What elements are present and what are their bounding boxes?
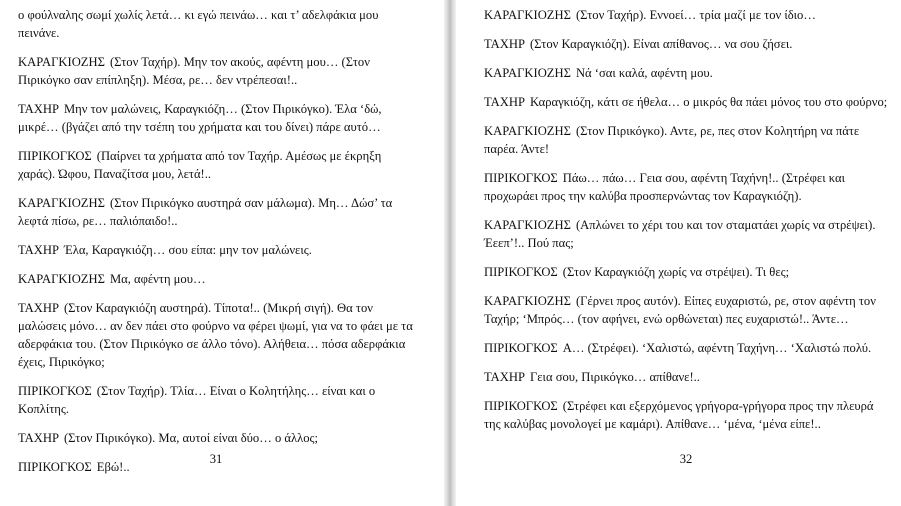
right-para-12: ΠΙΡΙΚΟΓΚΟΣ (Στρέφει και εξερχόμενος γρήγορα-γρήγορα προς την πλευρά της καλύβας μονολογεί με καμάρι). Απίθανε… ‘μένα, ‘μένα είπε!.. (484, 399, 874, 431)
right-para-4: ΤΑΧΗΡ Καραγκιόζη, κάτι σε ήθελα… ο μικρός θα πάει μόνος του στο φούρνο; (484, 95, 888, 109)
book-gutter (444, 0, 456, 506)
speaker-name: ΠΙΡΙΚΟΓΚΟΣ (18, 384, 92, 398)
speaker-name: ΚΑΡΑΓΚΙΟΖΗΣ (18, 55, 105, 69)
speaker-name: ΚΑΡΑΓΚΙΟΖΗΣ (484, 294, 571, 308)
speaker-name: ΠΙΡΙΚΟΓΚΟΣ (484, 265, 558, 279)
speaker-name: ΤΑΧΗΡ (484, 37, 525, 51)
speaker-name: ΤΑΧΗΡ (18, 431, 59, 445)
left-page-text (18, 6, 420, 487)
speaker-name: ΠΙΡΙΚΟΓΚΟΣ (484, 341, 558, 355)
left-para-4: ΠΙΡΙΚΟΓΚΟΣ (Παίρνει τα χρήματα από τον Ταχήρ. Αμέσως με έκρηξη χαράς). Ώφου, Παναζίτσα μου, λετά!.. (18, 149, 382, 181)
left-para-2: ΚΑΡΑΓΚΙΟΖΗΣ (Στον Ταχήρ). Μην τον ακούς, αφέντη μου… (Στον Πιρικόγκο σαν επίπληξη). Μέσα, ρε… δεν ντρέπεσαι!.. (18, 55, 370, 87)
speaker-name: ΚΑΡΑΓΚΙΟΖΗΣ (18, 272, 105, 286)
right-para-2: ΤΑΧΗΡ (Στον Καραγκιόζη). Είναι απίθανος… να σου ζήσει. (484, 37, 793, 51)
right-para-9: ΚΑΡΑΓΚΙΟΖΗΣ (Γέρνει προς αυτόν). Είπες ευχαριστώ, ρε, στον αφέντη τον Ταχήρ; ‘Μπρός… (τον αφήνει, ενώ ορθώνεται) πες ευχαριστώ!.. Άντε… (484, 294, 876, 326)
right-page (456, 0, 901, 506)
left-para-7: ΚΑΡΑΓΚΙΟΖΗΣ Μα, αφέντη μου… (18, 272, 206, 286)
speaker-name: ΚΑΡΑΓΚΙΟΖΗΣ (484, 66, 571, 80)
left-para-10: ΤΑΧΗΡ (Στον Πιρικόγκο). Μα, αυτοί είναι δύο… ο άλλος; (18, 431, 318, 445)
speaker-name: ΤΑΧΗΡ (18, 301, 59, 315)
left-page (0, 0, 444, 506)
left-para-3: ΤΑΧΗΡ Μην τον μαλώνεις, Καραγκιόζη… (Στον Πιρικόγκο). Έλα ‘δώ, μικρέ… (βγάζει από την τσέπη του χρήματα και του δίνει) πάρε αυτό… (18, 102, 382, 134)
speaker-name: ΚΑΡΑΓΚΙΟΖΗΣ (484, 218, 571, 232)
right-para-7: ΚΑΡΑΓΚΙΟΖΗΣ (Απλώνει το χέρι του και τον σταματάει χωρίς να στρέψει). Έεεπ’!.. Πού πας; (484, 218, 876, 250)
speaker-name: ΠΙΡΙΚΟΓΚΟΣ (484, 399, 558, 413)
speaker-name: ΠΙΡΙΚΟΓΚΟΣ (18, 149, 92, 163)
speaker-name: ΚΑΡΑΓΚΙΟΖΗΣ (18, 196, 105, 210)
speaker-name: ΤΑΧΗΡ (484, 95, 525, 109)
page-number-left: 31 (209, 452, 223, 466)
speaker-name: ΠΙΡΙΚΟΓΚΟΣ (484, 171, 558, 185)
right-para-1: ΚΑΡΑΓΚΙΟΖΗΣ (Στον Ταχήρ). Εννοεί… τρία μαζί με τον ίδιο… (484, 8, 816, 22)
right-para-5: ΚΑΡΑΓΚΙΟΖΗΣ (Στον Πιρικόγκο). Αντε, ρε, πες στον Κολητήρη να πάτε παρέα. Άντε! (484, 124, 860, 156)
left-para-11: ΠΙΡΙΚΟΓΚΟΣ Εβώ!.. (18, 460, 130, 474)
right-para-6: ΠΙΡΙΚΟΓΚΟΣ Πάω… πάω… Γεια σου, αφέντη Ταχήνη!.. (Στρέφει και προχωράει προς την καλύβα προσπερνώντας τον Καραγκιόζη). (484, 171, 845, 203)
right-page-text (484, 6, 890, 444)
speaker-name: ΠΙΡΙΚΟΓΚΟΣ (18, 460, 92, 474)
left-para-5: ΚΑΡΑΓΚΙΟΖΗΣ (Στον Πιρικόγκο αυστηρά σαν μάλωμα). Μη… Δώσ’ τα λεφτά πίσω, ρε… παλιόπαιδο!.. (18, 196, 393, 228)
left-para-6: ΤΑΧΗΡ Έλα, Καραγκιόζη… σου είπα: μην τον μαλώνεις. (18, 243, 312, 257)
left-para-9: ΠΙΡΙΚΟΓΚΟΣ (Στον Ταχήρ). Τλία… Είναι ο Κολητήλης… είναι και ο Κοπλίτης. (18, 384, 376, 416)
speaker-name: ΚΑΡΑΓΚΙΟΖΗΣ (484, 8, 571, 22)
speaker-name: ΤΑΧΗΡ (484, 370, 525, 384)
speaker-name: ΤΑΧΗΡ (18, 243, 59, 257)
left-para-1: ο φούλναλης σωμί χωλίς λετά… κι εγώ πεινάω… και τ’ αδελφάκια μου πεινάνε. (18, 8, 379, 40)
speaker-name: ΚΑΡΑΓΚΙΟΖΗΣ (484, 124, 571, 138)
right-para-10: ΠΙΡΙΚΟΓΚΟΣ Α… (Στρέφει). ‘Χαλιστώ, αφέντη Ταχήνη… ‘Χαλιστώ πολύ. (484, 341, 872, 355)
right-para-11: ΤΑΧΗΡ Γεια σου, Πιρικόγκο… απίθανε!.. (484, 370, 700, 384)
left-para-8: ΤΑΧΗΡ (Στον Καραγκιόζη αυστηρά). Τίποτα!.. (Μικρή σιγή). Θα τον μαλώσεις μόνο… αν δεν πάει στο φούρνο να φέρει ψωμί, για να το φάει με τα αδερφάκια του. (Στον Πιρικόγκο σε άλλο τόνο). Αλήθεια… πόσα αδερφάκια έχεις, Πιρικόγκο; (18, 301, 413, 369)
right-para-8: ΠΙΡΙΚΟΓΚΟΣ (Στον Καραγκιόζη χωρίς να στρέψει). Τι θες; (484, 265, 790, 279)
speaker-name: ΤΑΧΗΡ (18, 102, 59, 116)
right-para-3: ΚΑΡΑΓΚΙΟΖΗΣ Νά ‘σαι καλά, αφέντη μου. (484, 66, 713, 80)
page-number-right: 32 (679, 452, 693, 466)
